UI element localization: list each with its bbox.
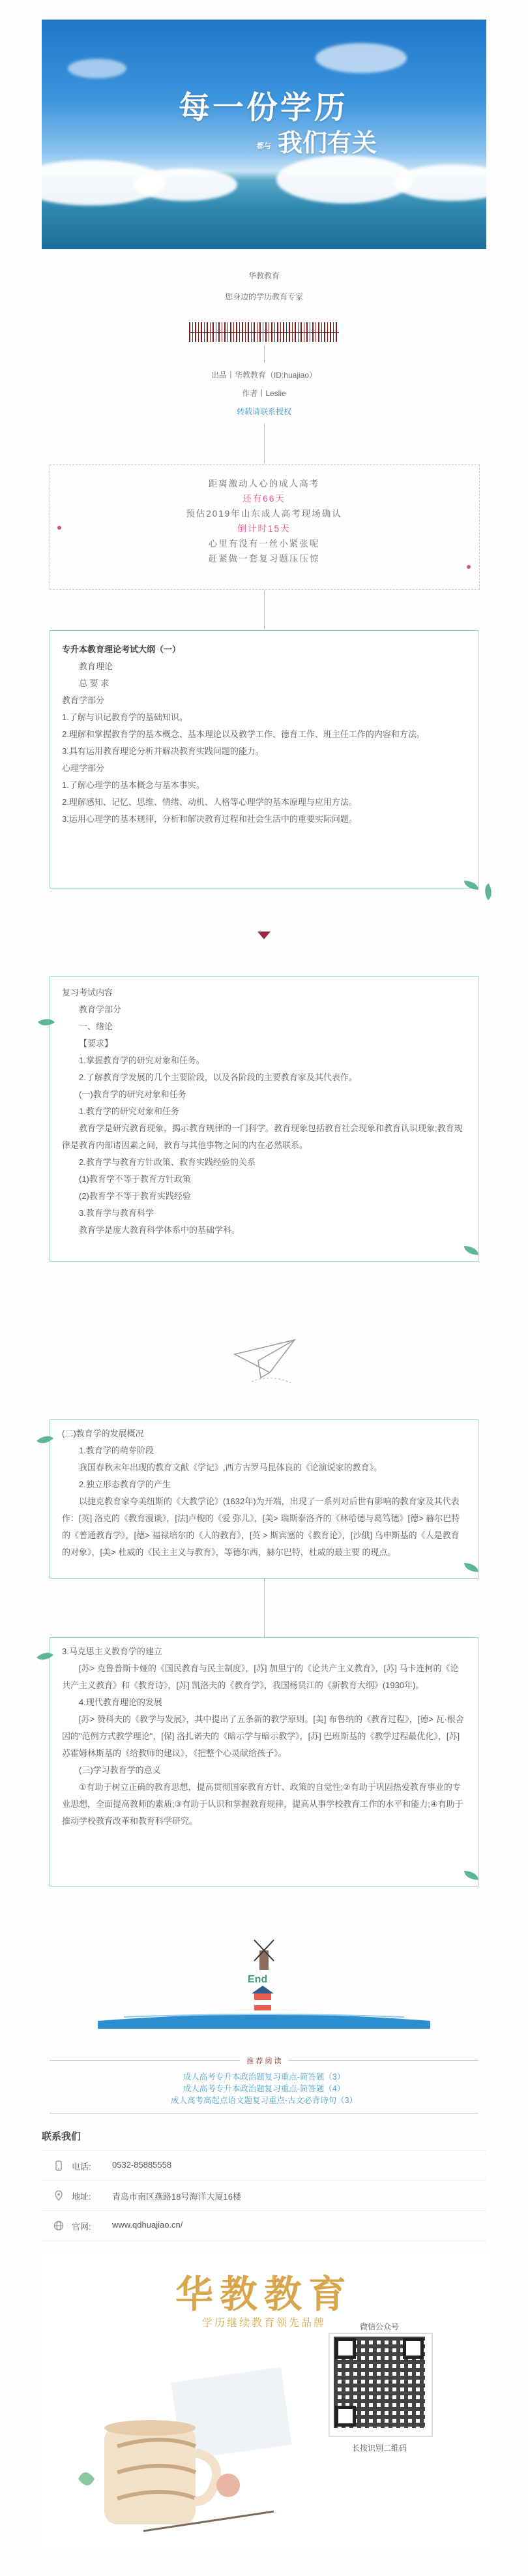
notice-text: 距离激动人心的成人高考 还有66天 预估2019年山东成人高考现场确认 倒计时15天 心里有没有一丝小紧张呢 赶紧做一套复习题压压惊 — [186, 479, 342, 564]
recommend-section — [50, 2057, 478, 2114]
divider-line — [264, 1579, 265, 1640]
globe-icon — [53, 2220, 64, 2231]
divider-line — [264, 590, 265, 629]
qr-finder — [335, 2406, 356, 2427]
contact-row-website: 官网: www.qdhuajiao.cn/ — [42, 2210, 486, 2241]
intro-copyright: 转载请联系授权 — [236, 407, 291, 416]
divider-line — [264, 424, 265, 463]
content-card: (二)教育学的发展概况 1.教育学的萌芽阶段 我国春秋末年出现的教育文献《学记》,西方古罗马昆体良的《论演说家的教育》。 2.独立形态教育学的产生 以捷克教育家夸美纽斯的《大教学论》(1632年)为开端，出现了一系列对后世有影响的教育家及其代表作：[英] 洛克的《教育漫谈》，[法]卢梭的《爱 弥儿》，[美> 瑞斯泰洛齐的《林哈德与葛笃德》[德> 赫尔巴特的《普通教育学》，[德> 福禄培尔的《人的教育》，[英 > 斯宾塞的《教育论》，[沙俄] 乌申斯基的《人是教育的对象》，[美> 杜威的《民主主义与教育》，等德尔西，赫尔巴特，杜威的最主要 的现点。 — [50, 1419, 478, 1579]
contact-title: 联系我们 — [42, 2131, 81, 2142]
qr-caption: 长按识别二维码 — [351, 2444, 407, 2453]
content-card: 3.马克思主义教育学的建立 [苏> 克鲁普斯卡娅的《国民教育与民主制度》，[苏] 加里宁的《论共产主义教育》，[苏] 马卡连柯的《论共产主义教育》和《教育诗》，[苏] 凯洛夫的《教育学》，我国杨贤江的《新教育大纲》(1930年)。 4.现代教育理论的发展 [苏> 赞科夫的《教学与发展》，其中提出了五条新的教学原则。[美] 布鲁纳的《教育过程》，[德> 瓦·根舍因的"范例方式教学理论"，[保] 洛扎诺夫的《暗示学与暗示教学》，[苏] 巴班斯基的《教学过程最优化》，[苏] 苏霍姆林斯基的《给教师的建议》，《把整个心灵献给孩子》。 (三)学习教育学的意义 ①有助于树立正确的教育思想，提高贯彻国家教育方针、政策的自觉性;②有助于巩固热爱教育事业的专业思想，全面提高教师的素质;③有助于认识和掌握教育规律，提高从事学校教育工作的水平和能力;④有助于推动学校教育改革和教育科学研究。 — [50, 1637, 478, 1887]
qr-title: 微信公众号 — [359, 2322, 399, 2331]
brand-name: 华教教育 — [175, 2272, 353, 2316]
qr-finder — [403, 2338, 424, 2359]
intro-author: 作者丨Leslie — [242, 389, 286, 398]
hero-banner — [42, 20, 486, 249]
paper-plane-icon — [232, 1335, 304, 1387]
qr-finder — [335, 2338, 356, 2359]
divider-line — [264, 346, 265, 363]
hero-title: 每一份学历 — [179, 89, 349, 126]
triangle-icon — [257, 932, 271, 939]
intro-tagline: 您身边的学历教育专家 — [224, 292, 303, 301]
barcode-line — [189, 332, 339, 333]
content-card: 复习考试内容 教育学部分 一、绪论 【要求】 1.掌握教育学的研究对象和任务。 2.了解教育学发展的几个主要阶段，以及各阶段的主要教育家及其代表作。 (一)教育学的研究对象和任务 1.教育学的研究对象和任务 教育学是研究教育现象，揭示教育规律的一门科学。教育现象包括教育社会现象和教育认识现象;教育规律是教育内部诸因素之间，教育与其他事物之间的内在必然联系。 2.教育学与教育方针政策、教育实践经验的关系 (1)教育学不等于教育方针政策 (2)教育学不等于教育实践经验 3.教育学与教育科学 教育学是庞大教育科学体系中的基础学科。 — [50, 976, 478, 1262]
card-title: 专升本教育理论考试大纲（一） — [62, 644, 181, 654]
phone-icon — [53, 2160, 64, 2171]
intro-brand: 华教教育 — [248, 271, 280, 280]
location-icon — [53, 2190, 64, 2201]
end-label: End — [248, 1974, 268, 1985]
intro-source: 出品丨华教教育（ID:huajiao） — [211, 371, 317, 380]
recommend-link[interactable]: 成人高考高起点语文题复习重点-古文必背诗句（3） — [170, 2096, 358, 2105]
hero-subtitle: 都与 我们有关 — [257, 128, 377, 157]
recommend-heading: 推 荐 阅 读 — [240, 2057, 287, 2065]
leaf-icon — [480, 883, 495, 900]
brand-slogan: 学历继续教育领先品牌 — [201, 2318, 326, 2329]
syllabus-card: 专升本教育理论考试大纲（一） 教育理论 总 要 求 教育学部分 1.了解与识记教育学的基础知识。 2.理解和掌握教育学的基本概念、基本理论以及教学工作、德育工作、班主任工作的内容和方法。 3.具有运用教育理论分析并解决教育实践问题的能力。 心理学部分 1.了解心理学的基本概念与基本事实。 2.理解感知、记忆、思维、情绪、动机、人格等心理学的基本原理与应用方法。 3.运用心理学的基本规律，分析和解决教育过程和社会生活中的重要实际问题。 — [50, 630, 478, 888]
recommend-link[interactable]: 成人高考专升本政治题复习重点-简答题（4） — [183, 2084, 345, 2093]
recommend-link[interactable]: 成人高考专升本政治题复习重点-简答题（3） — [183, 2072, 345, 2082]
contact-row-phone: 电话: 0532-85885558 — [42, 2150, 486, 2181]
coffee-cup-illustration — [78, 2348, 300, 2544]
contact-row-address: 地址: 青岛市南区燕路18号海洋大厦16楼 — [42, 2180, 486, 2211]
